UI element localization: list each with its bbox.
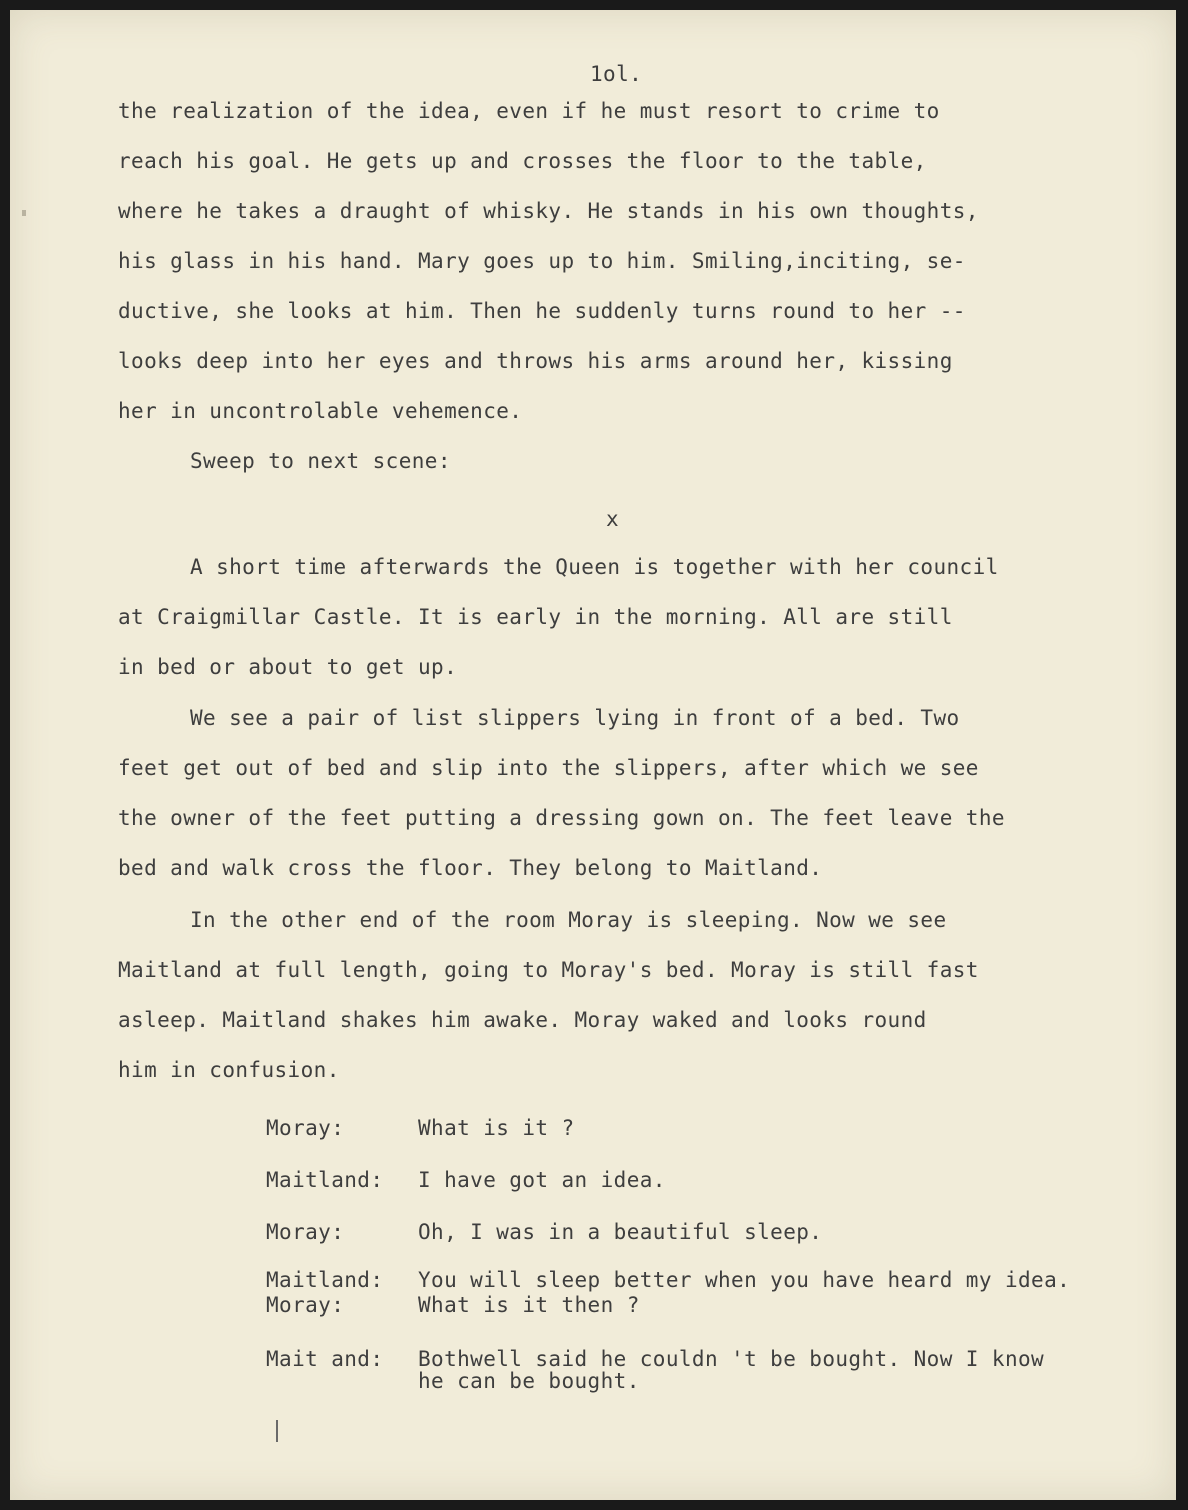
speech-text: You will sleep better when you have heard my idea. xyxy=(418,1268,1071,1292)
text-line: in bed or about to get up. xyxy=(118,655,458,679)
dialogue-row xyxy=(266,1258,1166,1290)
speaker-name: Moray: xyxy=(266,1220,345,1244)
speaker-name xyxy=(266,1370,418,1392)
speech-text: What is it ? xyxy=(418,1116,575,1140)
paragraph-4 xyxy=(118,895,1158,1095)
text-line: his glass in his hand. Mary goes up to him. Smiling,inciting, se- xyxy=(118,249,966,273)
speech-text: Bothwell said he couldn 't be bought. Now I know xyxy=(418,1347,1045,1371)
text-line: asleep. Maitland shakes him awake. Moray waked and looks round xyxy=(118,1008,927,1032)
speech-text: Oh, I was in a beautiful sleep. xyxy=(418,1220,823,1244)
text-line: the realization of the idea, even if he must resort to crime to xyxy=(118,99,940,123)
speech-text: he can be bought. xyxy=(418,1369,640,1393)
scene-transition: Sweep to next scene: xyxy=(190,449,451,473)
text-line: looks deep into her eyes and throws his arms around her, kissing xyxy=(118,349,953,373)
dialogue-row xyxy=(266,1290,1166,1348)
text-line: the owner of the feet putting a dressing gown on. The feet leave the xyxy=(118,806,1005,830)
speaker-name: Moray: xyxy=(266,1116,345,1140)
pencil-mark xyxy=(276,1420,278,1442)
text-line: ductive, she looks at him. Then he suddenly turns round to her -- xyxy=(118,299,966,323)
margin-mark xyxy=(22,210,26,216)
paragraph-2 xyxy=(118,542,1158,692)
dialogue-row xyxy=(266,1348,1166,1370)
page-number: 1ol. xyxy=(590,62,643,86)
dialogue-block xyxy=(266,1102,1166,1392)
speaker-name: Moray: xyxy=(266,1293,345,1317)
speaker-name: Maitland: xyxy=(266,1168,384,1192)
text-line: reach his goal. He gets up and crosses the floor to the table, xyxy=(118,149,927,173)
dialogue-row xyxy=(266,1206,1166,1258)
typewritten-page xyxy=(10,10,1176,1500)
text-line: bed and walk cross the floor. They belong to Maitland. xyxy=(118,856,823,880)
scene-separator: x xyxy=(606,507,620,531)
text-line: at Craigmillar Castle. It is early in the morning. All are still xyxy=(118,605,953,629)
text-line: We see a pair of list slippers lying in front of a bed. Two xyxy=(190,706,960,730)
text-line: A short time afterwards the Queen is together with her council xyxy=(190,555,999,579)
text-line: feet get out of bed and slip into the slippers, after which we see xyxy=(118,756,979,780)
speech-text: I have got an idea. xyxy=(418,1168,666,1192)
dialogue-row xyxy=(266,1102,1166,1154)
speaker-name: Mait and: xyxy=(266,1347,384,1371)
text-line: where he takes a draught of whisky. He stands in his own thoughts, xyxy=(118,199,979,223)
paragraph-3 xyxy=(118,693,1158,893)
text-line: her in uncontrolable vehemence. xyxy=(118,399,523,423)
dialogue-row xyxy=(266,1370,1166,1392)
speaker-name: Maitland: xyxy=(266,1268,384,1292)
paragraph-1 xyxy=(118,86,1158,486)
speech-text: What is it then ? xyxy=(418,1293,640,1317)
text-line: Maitland at full length, going to Moray's bed. Moray is still fast xyxy=(118,958,979,982)
text-line: In the other end of the room Moray is sleeping. Now we see xyxy=(190,908,947,932)
dialogue-row xyxy=(266,1154,1166,1206)
text-line: him in confusion. xyxy=(118,1058,340,1082)
